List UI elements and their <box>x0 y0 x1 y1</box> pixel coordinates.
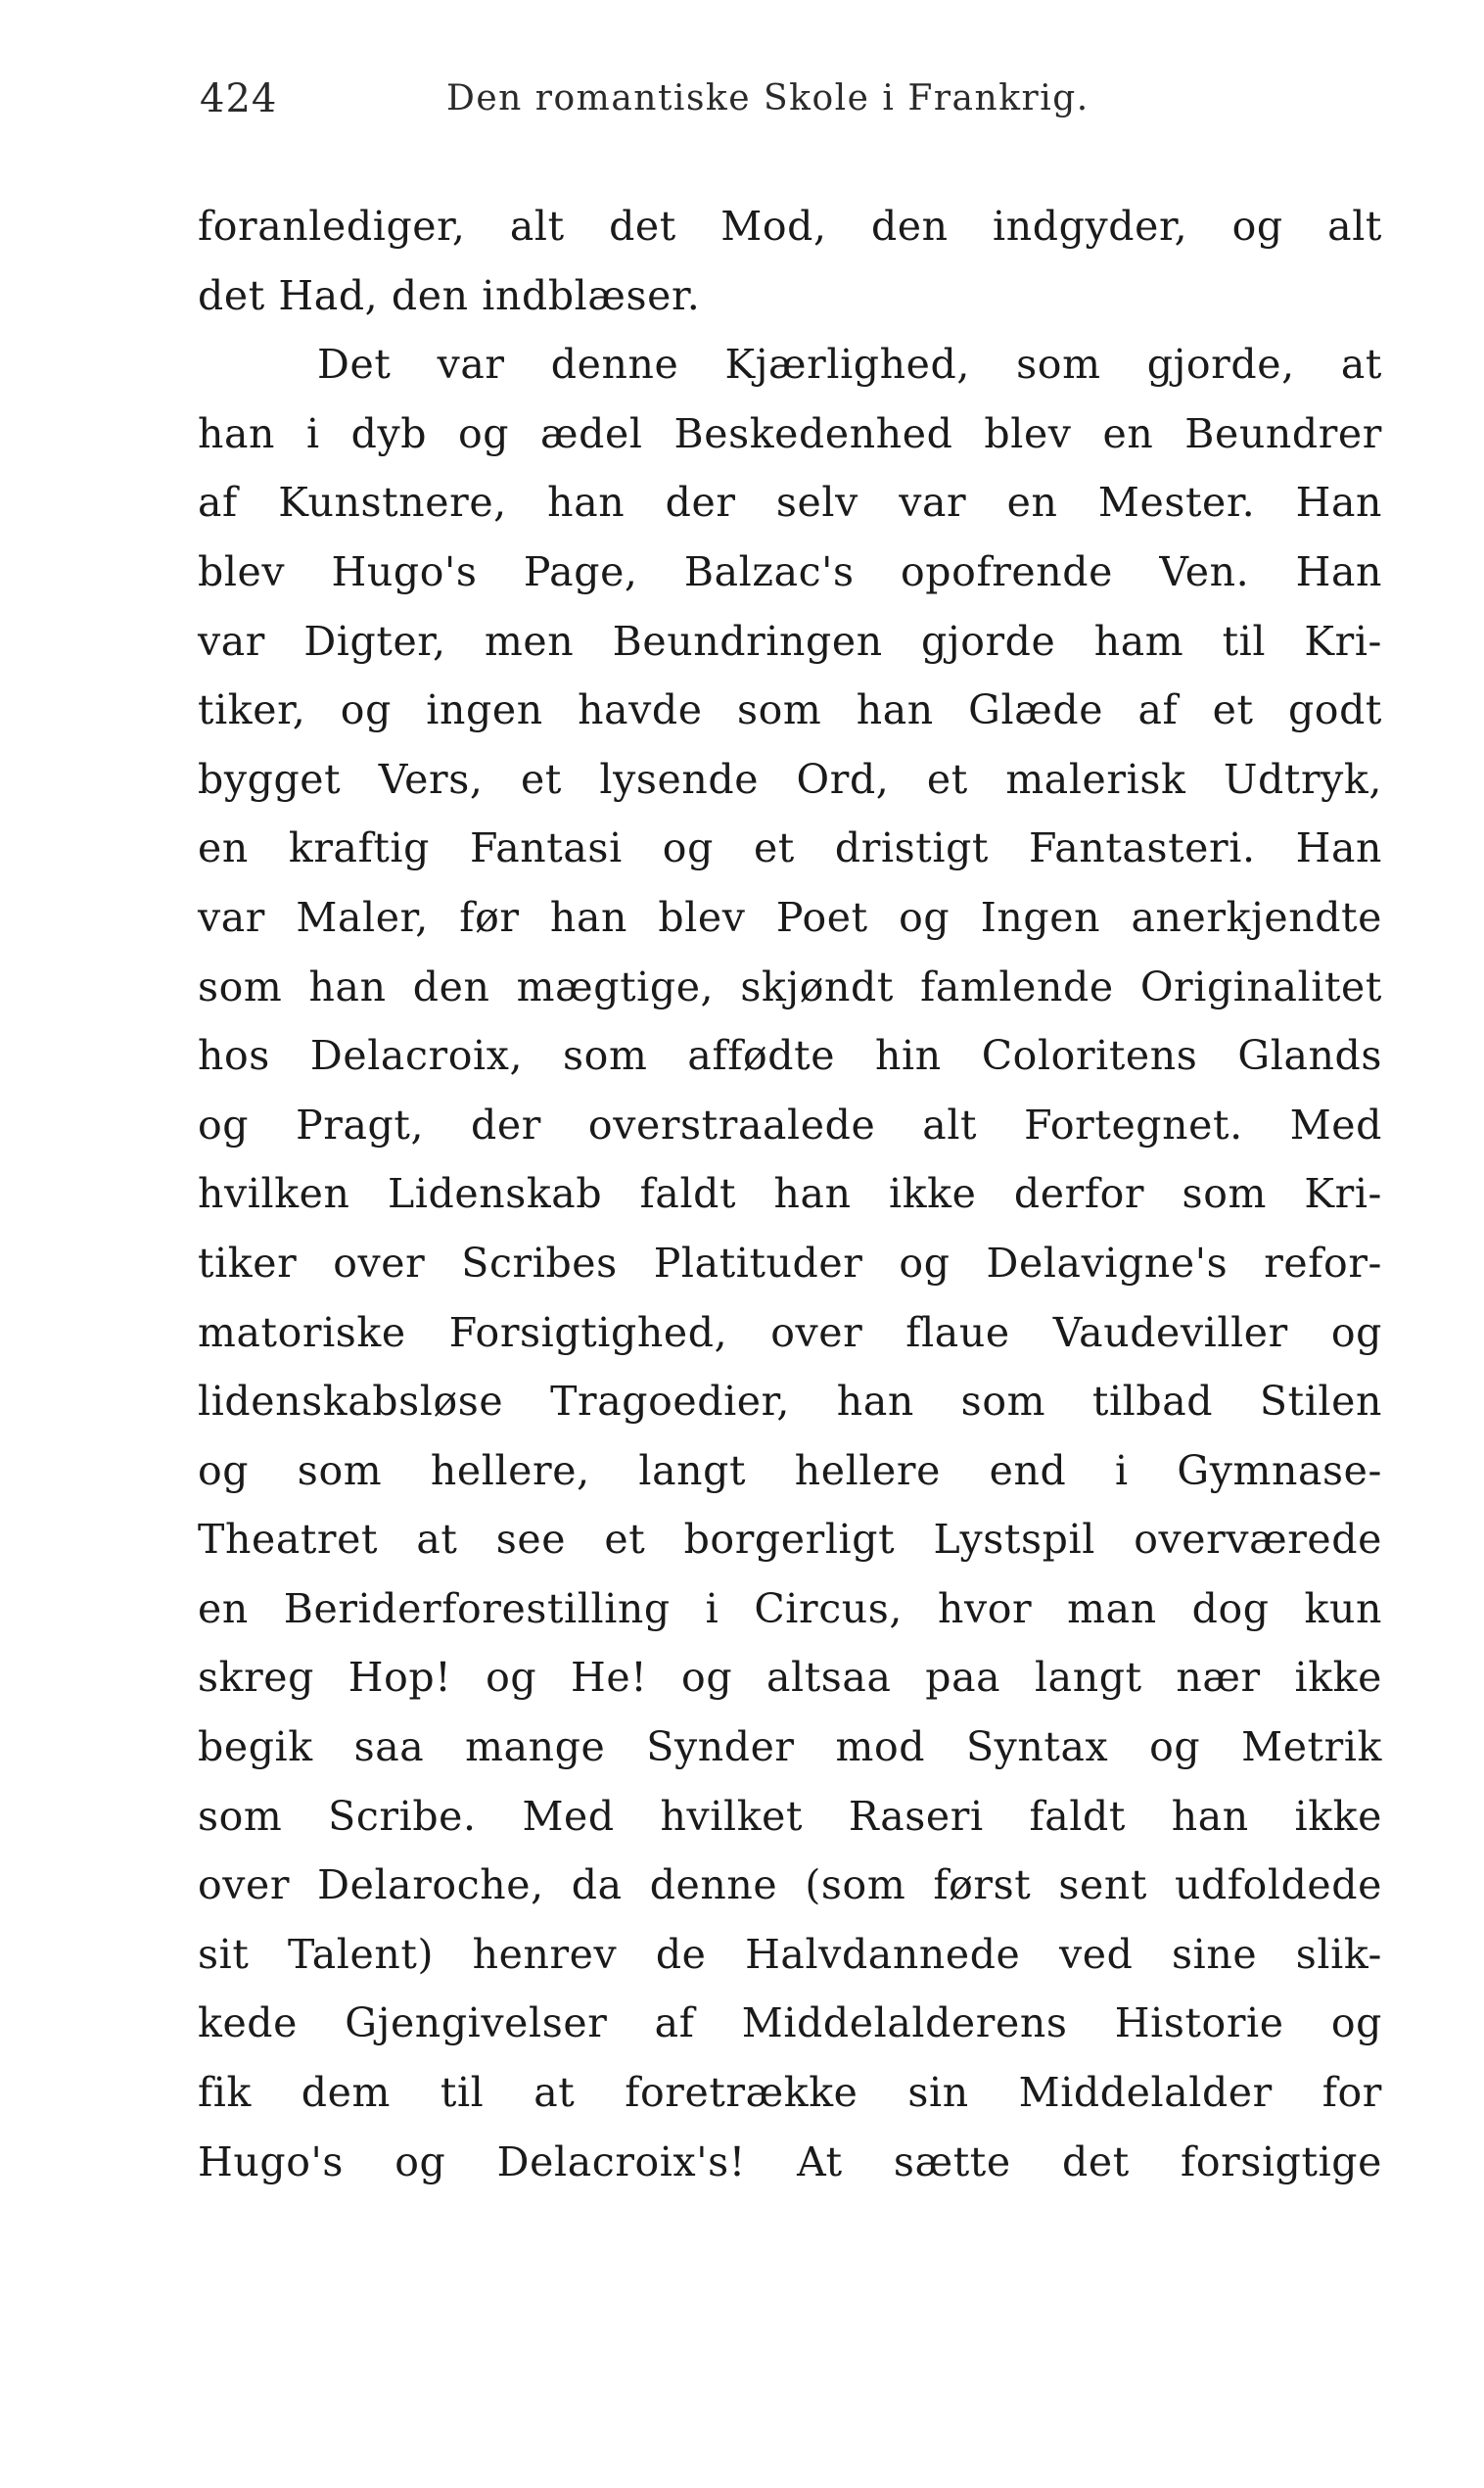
text-line: hvilken Lidenskab faldt han ikke derfor som Kri- <box>198 1170 1382 1218</box>
text-line: var Maler, før han blev Poet og Ingen anerkjendte <box>198 893 1382 941</box>
text-line: sit Talent) henrev de Halvdannede ved sine slik- <box>198 1930 1382 1978</box>
text-line: og som hellere, langt hellere end i Gymnase- <box>198 1446 1382 1494</box>
text-line: tiker, og ingen havde som han Glæde af et godt <box>198 686 1382 734</box>
text-line: matoriske Forsigtighed, over flaue Vaudeviller og <box>198 1308 1382 1356</box>
running-title: Den romantiske Skole i Frankrig. <box>446 78 1090 118</box>
text-line: en kraftig Fantasi og et dristigt Fantasteri. Han <box>198 824 1382 872</box>
text-line: kede Gjengivelser af Middelalderens Historie og <box>198 1999 1382 2047</box>
text-line: Hugo's og Delacroix's! At sætte det forsigtige <box>198 2137 1382 2185</box>
running-head <box>200 76 1179 135</box>
text-line: af Kunstnere, han der selv var en Mester. Han <box>198 479 1382 527</box>
text-line: over Delaroche, da denne (som først sent udfoldede <box>198 1861 1382 1909</box>
text-line: hos Delacroix, som affødte hin Coloritens Glands <box>198 1032 1382 1080</box>
text-line: blev Hugo's Page, Balzac's opofrende Ven. Han <box>198 547 1382 595</box>
text-line: var Digter, men Beundringen gjorde ham til Kri- <box>198 617 1382 665</box>
text-line: som han den mægtige, skjøndt famlende Originalitet <box>198 962 1382 1010</box>
page-number: 424 <box>200 76 278 121</box>
text-line: og Pragt, der overstraalede alt Fortegnet. Med <box>198 1101 1382 1149</box>
text-line: en Beriderforestilling i Circus, hvor man dog kun <box>198 1584 1382 1632</box>
text-line: begik saa mange Synder mod Syntax og Metrik <box>198 1723 1382 1771</box>
text-line: bygget Vers, et lysende Ord, et malerisk Udtryk, <box>198 755 1382 803</box>
text-line: foranlediger, alt det Mod, den indgyder, og alt <box>198 203 1382 250</box>
text-line: tiker over Scribes Platituder og Delavigne's refor- <box>198 1239 1382 1287</box>
text-line: Theatret at see et borgerligt Lystspil overværede <box>198 1516 1382 1564</box>
body-text <box>198 192 1382 2196</box>
text-line: han i dyb og ædel Beskedenhed blev en Beundrer <box>198 409 1382 457</box>
text-line: skreg Hop! og He! og altsaa paa langt nær ikke <box>198 1654 1382 1702</box>
text-line: som Scribe. Med hvilket Raseri faldt han ikke <box>198 1792 1382 1840</box>
text-line: Det var denne Kjærlighed, som gjorde, at <box>317 341 1382 389</box>
text-line: fik dem til at foretrække sin Middelalder for <box>198 2069 1382 2117</box>
text-line: lidenskabsløse Tragoedier, han som tilbad Stilen <box>198 1378 1382 1426</box>
text-line: det Had, den indblæser. <box>198 271 701 319</box>
